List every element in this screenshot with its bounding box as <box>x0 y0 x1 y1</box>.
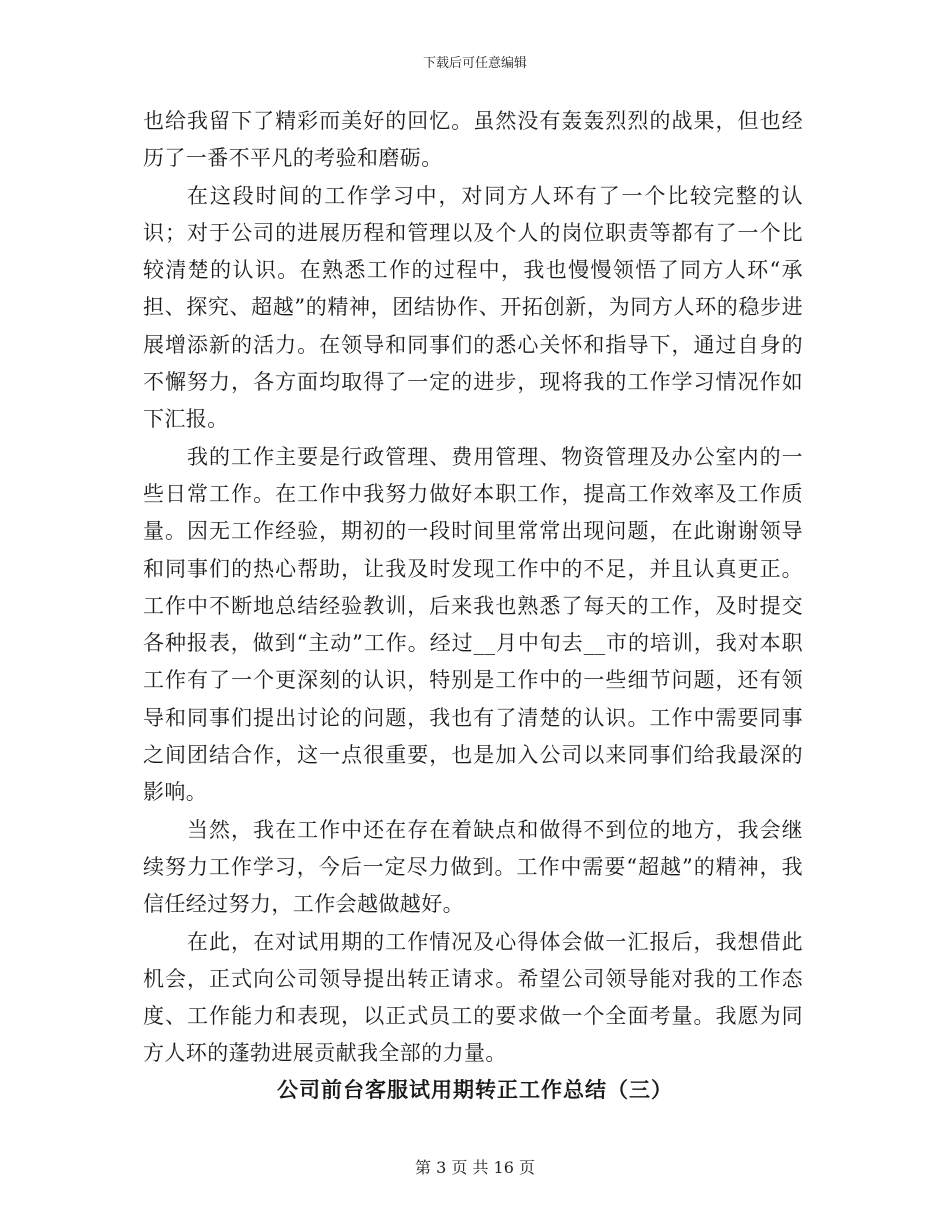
document-body <box>143 103 803 1073</box>
paragraph-understanding: 在这段时间的工作学习中，对同方人环有了一个比较完整的认识；对于公司的进展历程和管理以及个人的岗位职责等都有了一个比较清楚的认识。在熟悉工作的过程中，我也慢慢领悟了同方人环“承担、探究、超越”的精神，团结协作、开拓创新，为同方人环的稳步进展增添新的活力。在领导和同事们的悉心关怀和指导下，通过自身的不懈努力，各方面均取得了一定的进步，现将我的工作学习情况作如下汇报。 <box>143 183 803 432</box>
section-title: 公司前台客服试用期转正工作总结（三） <box>277 1078 673 1102</box>
page-header-note: 下载后可任意编辑 <box>422 56 527 71</box>
paragraph-work-duties: 我的工作主要是行政管理、费用管理、物资管理及办公室内的一些日常工作。在工作中我努力做好本职工作，提高工作效率及工作质量。因无工作经验，期初的一段时间里常常出现问题，在此谢谢领导和同事们的热心帮助，让我及时发现工作中的不足，并且认真更正。工作中不断地总结经验教训，后来我也熟悉了每天的工作，及时提交各种报表，做到“主动”工作。经过__月中旬去__市的培训，我对本职工作有了一个更深刻的认识，特别是工作中的一些细节问题，还有领导和同事们提出讨论的问题，我也有了清楚的认识。工作中需要同事之间团结合作，这一点很重要，也是加入公司以来同事们给我最深的影响。 <box>143 444 803 805</box>
paragraph-continuation: 也给我留下了精彩而美好的回忆。虽然没有轰轰烈烈的战果，但也经历了一番不平凡的考验和磨砺。 <box>143 109 803 171</box>
page-footer: 第 3 页 共 16 页 <box>415 1158 535 1177</box>
paragraph-request: 在此，在对试用期的工作情况及心得体会做一汇报后，我想借此机会，正式向公司领导提出转正请求。希望公司领导能对我的工作态度、工作能力和表现，以正式员工的要求做一个全面考量。我愿为同方人环的蓬勃进展贡献我全部的力量。 <box>143 929 803 1066</box>
paragraph-shortcomings: 当然，我在工作中还在存在着缺点和做得不到位的地方，我会继续努力工作学习，今后一定尽力做到。工作中需要“超越”的精神，我信任经过努力，工作会越做越好。 <box>143 817 803 917</box>
